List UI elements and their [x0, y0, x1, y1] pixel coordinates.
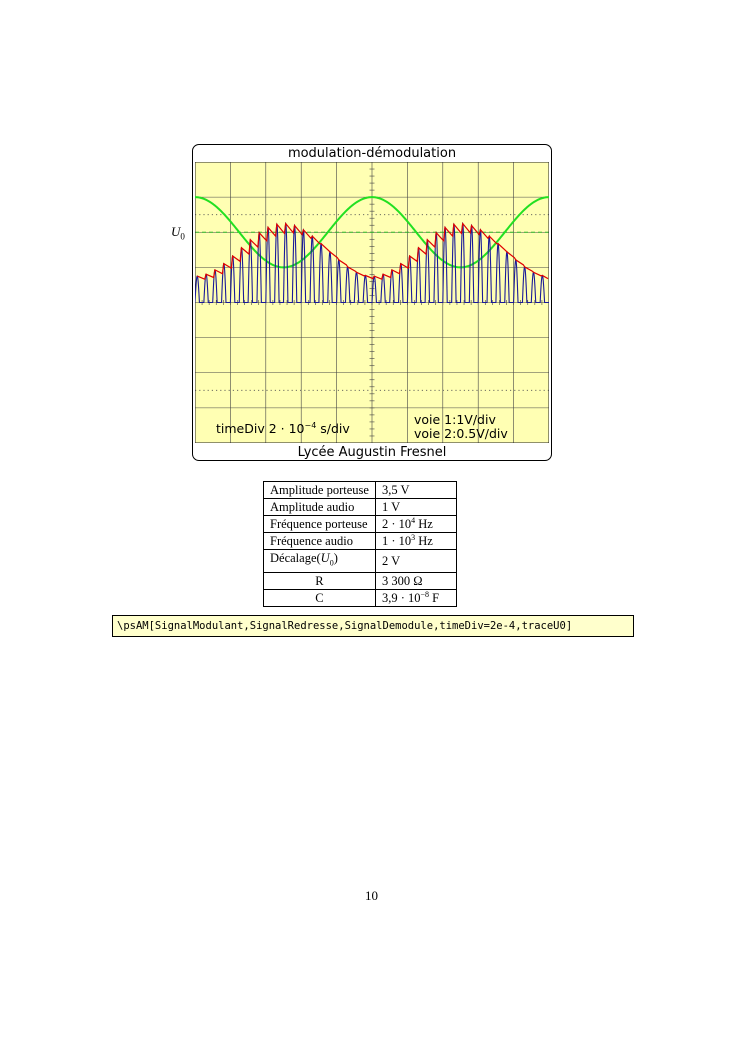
table-row — [264, 516, 457, 533]
table-row — [264, 533, 457, 550]
table-row — [264, 482, 457, 499]
param-label: Amplitude audio — [264, 499, 376, 516]
param-label: Fréquence porteuse — [264, 516, 376, 533]
param-label: R — [264, 572, 376, 589]
param-value: 3,5 V — [375, 482, 456, 499]
param-label: C — [264, 589, 376, 606]
voie2-label: voie 2:0.5V/div — [414, 426, 508, 441]
param-value: $2 \cdot 10^4$ Hz — [375, 516, 456, 533]
oscilloscope-screen — [195, 162, 549, 443]
scope-footer: Lycée Augustin Fresnel — [297, 445, 447, 460]
scope-title: modulation-démodulation — [287, 146, 457, 161]
table-row — [264, 499, 457, 516]
param-label: Amplitude porteuse — [264, 482, 376, 499]
param-label: Fréquence audio — [264, 533, 376, 550]
param-value: $1 \cdot 10^3$ Hz — [375, 533, 456, 550]
table-row — [264, 550, 457, 573]
param-value: 2 V — [375, 550, 456, 573]
code-listing: \psAM[SignalModulant,SignalRedresse,SignalDemodule,timeDiv=2e-4,traceU0] — [112, 615, 634, 637]
timediv-label: timeDiv $2 \cdot 10^{-4}$ s/div — [216, 421, 350, 437]
param-value: 1 V — [375, 499, 456, 516]
param-label: $Décalage(U_0)$ — [264, 550, 376, 573]
u0-label: $U_0$ — [171, 224, 185, 242]
page-number: 10 — [365, 888, 378, 903]
table-row — [264, 572, 457, 589]
voie1-label: voie 1:1V/div — [414, 412, 496, 427]
table-row — [264, 589, 457, 606]
param-value: $3,9 \cdot 10^{-8}$ F — [375, 589, 456, 606]
param-value: 3 300 Ω — [375, 572, 456, 589]
parameters-table — [263, 481, 457, 607]
